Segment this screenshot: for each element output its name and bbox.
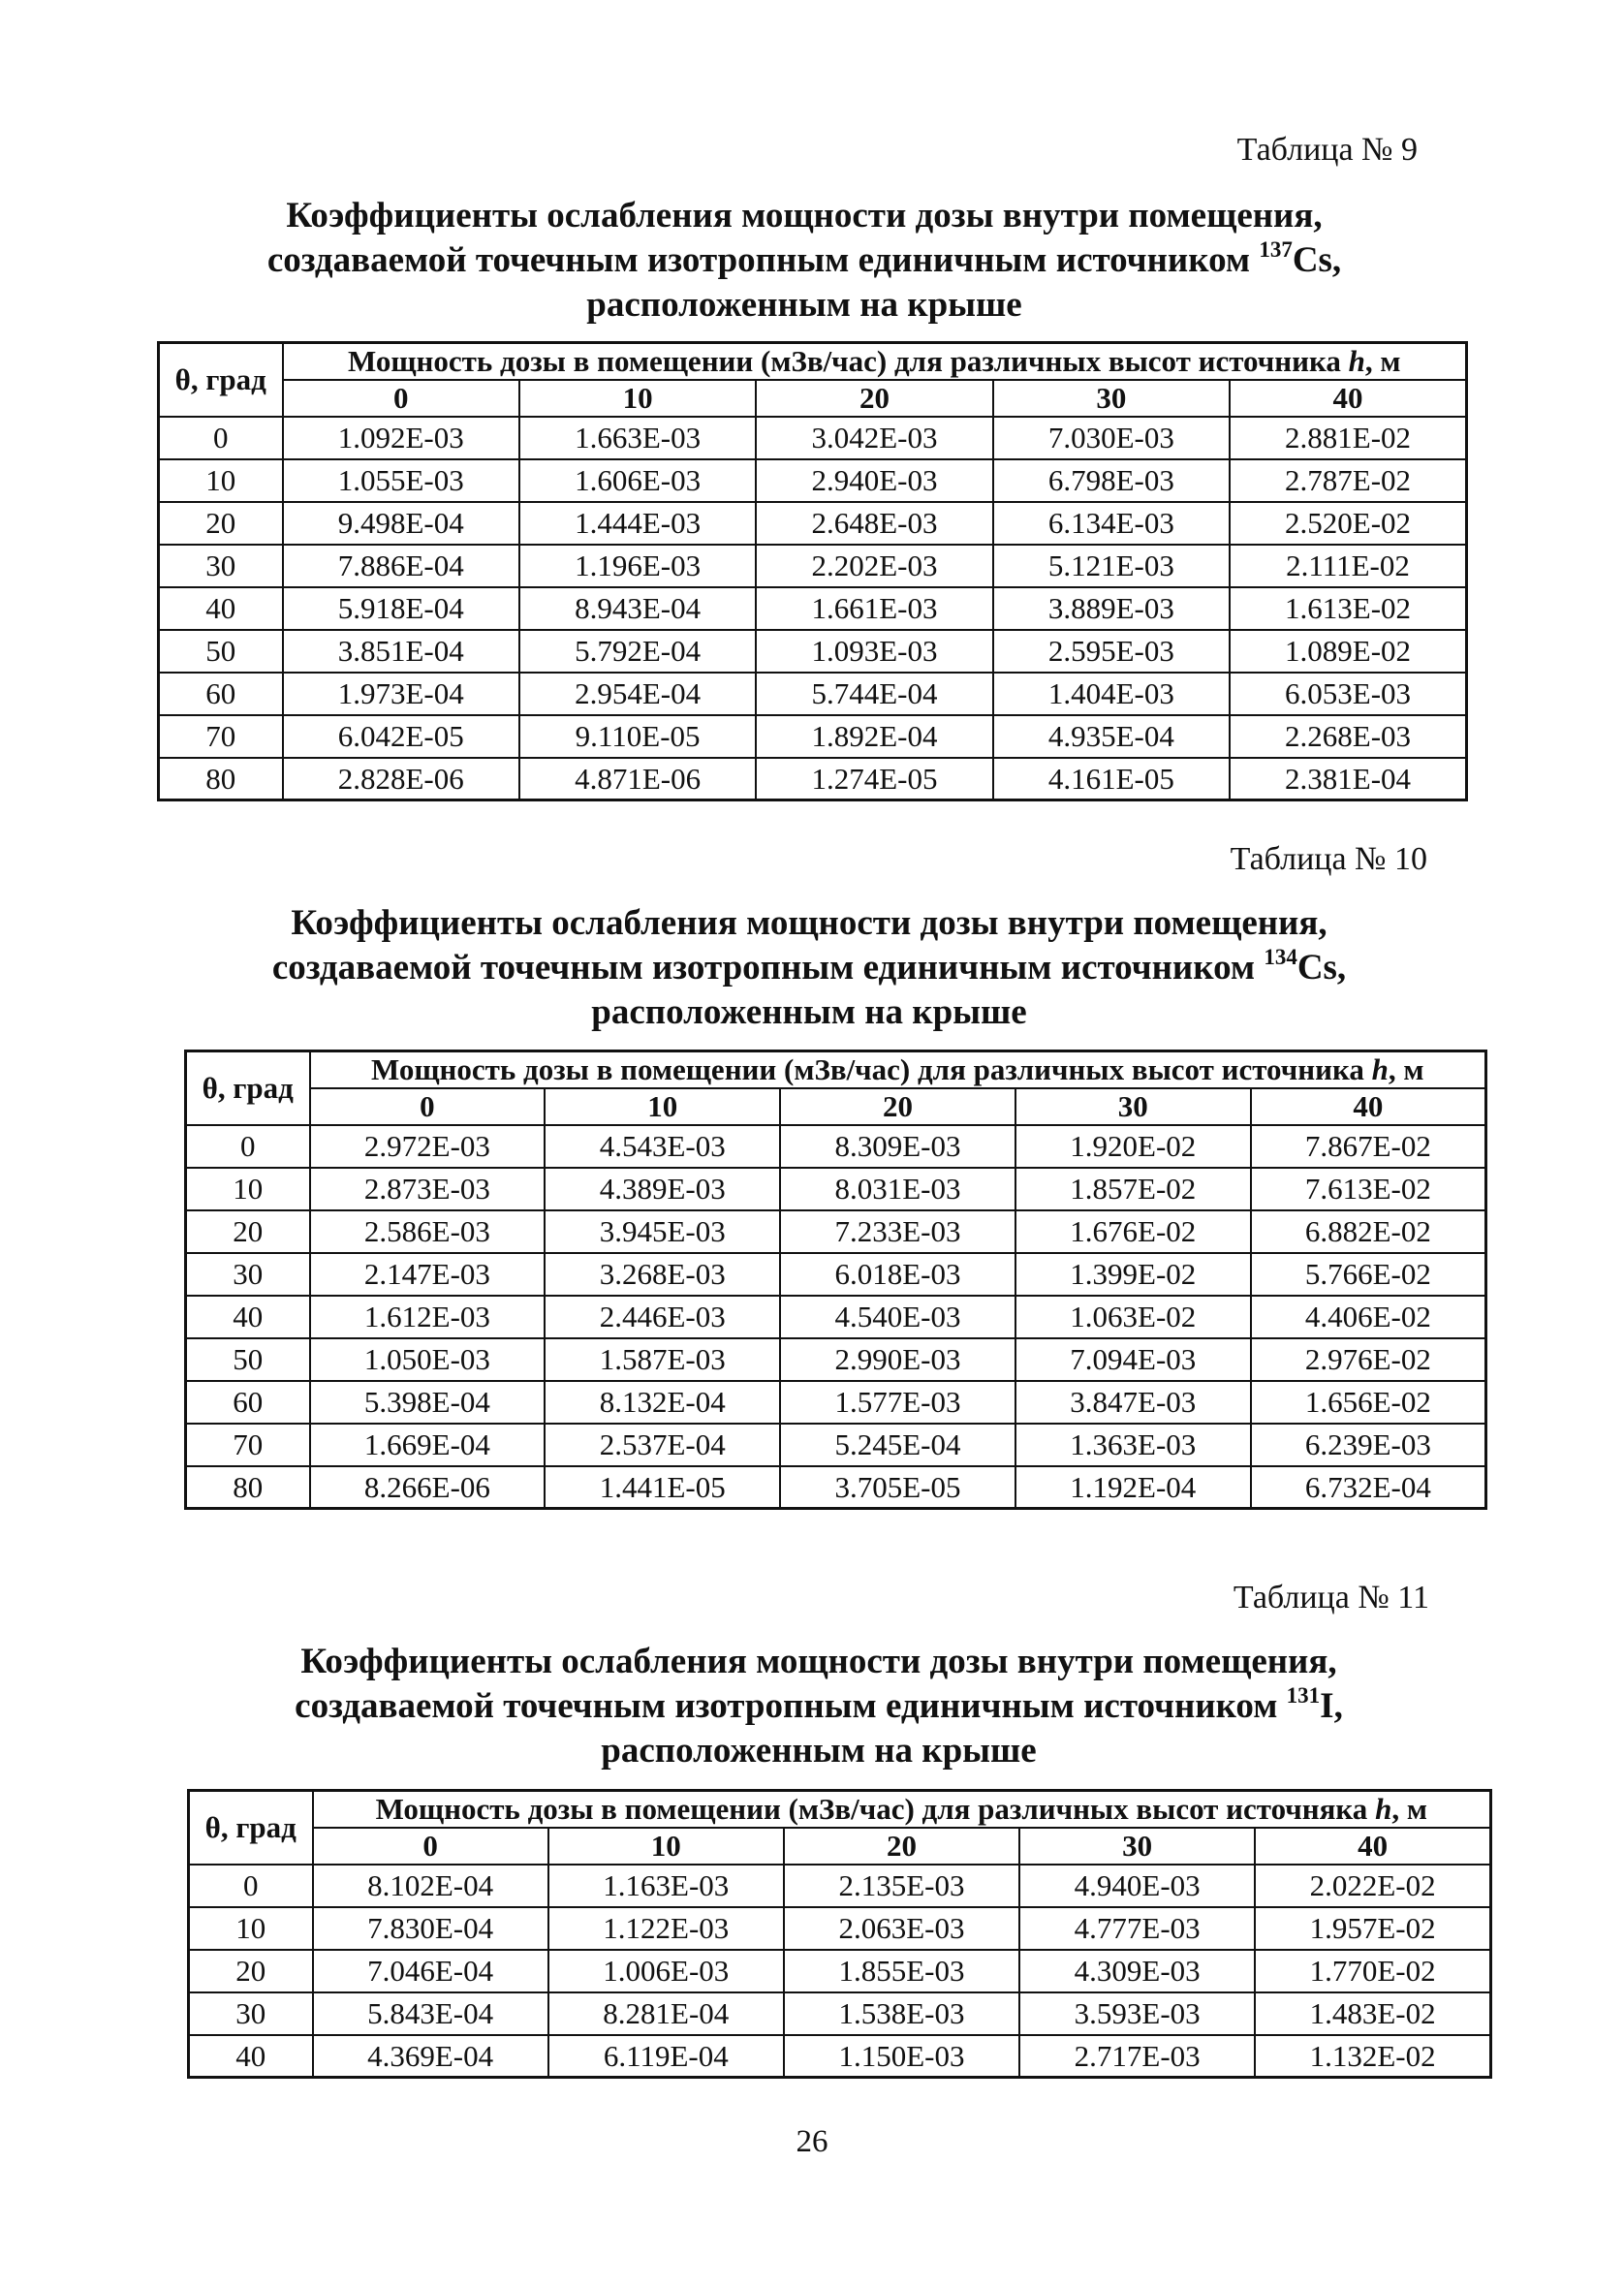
dose-value-cell: 1.444E-03 xyxy=(519,502,756,545)
dose-value-cell: 3.851E-04 xyxy=(283,630,519,673)
dose-value-cell: 4.540E-03 xyxy=(780,1296,1015,1338)
table-9-isotope-mass: 137 xyxy=(1259,237,1293,262)
dose-value-cell: 2.586E-03 xyxy=(310,1210,546,1253)
dose-value-cell: 1.006E-03 xyxy=(548,1950,784,1992)
dose-value-cell: 1.483E-02 xyxy=(1255,1992,1490,2035)
height-column-header: 40 xyxy=(1255,1828,1490,1865)
dose-value-cell: 1.656E-02 xyxy=(1251,1381,1486,1424)
angle-cell: 40 xyxy=(186,1296,310,1338)
angle-cell: 30 xyxy=(159,545,283,587)
dose-value-cell: 4.871E-06 xyxy=(519,758,756,800)
table-row xyxy=(159,459,1467,502)
angle-cell: 10 xyxy=(189,1907,313,1950)
dose-value-cell: 1.577E-03 xyxy=(780,1381,1015,1424)
dose-value-cell: 2.202E-03 xyxy=(756,545,992,587)
table-11-title xyxy=(170,1640,1468,1773)
table-row xyxy=(189,1865,1491,1907)
dose-value-cell: 1.092E-03 xyxy=(283,417,519,459)
height-column-header: 30 xyxy=(1015,1088,1251,1125)
dose-value-cell: 1.669E-04 xyxy=(310,1424,546,1466)
table-11-title-line1: Коэффициенты ослабления мощности дозы внутри помещения, xyxy=(300,1642,1337,1681)
dose-value-cell: 2.954E-04 xyxy=(519,673,756,715)
dose-value-cell: 1.892E-04 xyxy=(756,715,992,758)
dose-value-cell: 5.121E-03 xyxy=(993,545,1230,587)
dose-value-cell: 2.135E-03 xyxy=(784,1865,1019,1907)
dose-value-cell: 9.110E-05 xyxy=(519,715,756,758)
dose-value-cell: 4.940E-03 xyxy=(1019,1865,1255,1907)
dose-value-cell: 1.676E-02 xyxy=(1015,1210,1251,1253)
dose-value-cell: 4.309E-03 xyxy=(1019,1950,1255,1992)
angle-cell: 40 xyxy=(189,2035,313,2078)
angle-cell: 0 xyxy=(189,1865,313,1907)
height-column-header: 0 xyxy=(313,1828,548,1865)
dose-value-cell: 1.363E-03 xyxy=(1015,1424,1251,1466)
dose-value-cell: 2.990E-03 xyxy=(780,1338,1015,1381)
angle-cell: 30 xyxy=(186,1253,310,1296)
dose-value-cell: 2.022E-02 xyxy=(1255,1865,1490,1907)
dose-value-cell: 5.918E-04 xyxy=(283,587,519,630)
dose-value-cell: 6.119E-04 xyxy=(548,2035,784,2078)
dose-value-cell: 3.268E-03 xyxy=(545,1253,780,1296)
table-9 xyxy=(157,341,1468,801)
table-9-title-line2 xyxy=(155,238,1453,283)
table-10-title-line1: Коэффициенты ослабления мощности дозы внутри помещения, xyxy=(291,903,1327,943)
dose-value-cell: 6.018E-03 xyxy=(780,1253,1015,1296)
table-10-number: Таблица № 10 xyxy=(1230,841,1427,877)
dose-value-cell: 2.063E-03 xyxy=(784,1907,1019,1950)
angle-column-header: θ, град xyxy=(186,1051,310,1125)
dose-value-cell: 1.973E-04 xyxy=(283,673,519,715)
angle-cell: 0 xyxy=(186,1125,310,1168)
height-column-header: 10 xyxy=(545,1088,780,1125)
dose-value-cell: 3.945E-03 xyxy=(545,1210,780,1253)
table-10 xyxy=(184,1050,1487,1510)
dose-value-cell: 1.404E-03 xyxy=(993,673,1230,715)
dose-value-cell: 4.543E-03 xyxy=(545,1125,780,1168)
dose-value-cell: 1.613E-02 xyxy=(1230,587,1466,630)
table-9-title xyxy=(155,194,1453,328)
dose-value-cell: 7.094E-03 xyxy=(1015,1338,1251,1381)
height-column-header: 10 xyxy=(548,1828,784,1865)
dose-value-cell: 1.441E-05 xyxy=(545,1466,780,1509)
dose-value-cell: 4.777E-03 xyxy=(1019,1907,1255,1950)
table-row xyxy=(189,1992,1491,2035)
dose-value-cell: 6.882E-02 xyxy=(1251,1210,1486,1253)
dose-value-cell: 6.732E-04 xyxy=(1251,1466,1486,1509)
dose-rate-group-header: Мощность дозы в помещении (мЗв/час) для различных высот источняка h, м xyxy=(313,1791,1491,1828)
dose-value-cell: 5.744E-04 xyxy=(756,673,992,715)
dose-value-cell: 8.943E-04 xyxy=(519,587,756,630)
dose-value-cell: 2.648E-03 xyxy=(756,502,992,545)
dose-value-cell: 6.053E-03 xyxy=(1230,673,1466,715)
dose-value-cell: 1.163E-03 xyxy=(548,1865,784,1907)
table-row xyxy=(159,587,1467,630)
table-11 xyxy=(187,1789,1492,2079)
dose-value-cell: 5.843E-04 xyxy=(313,1992,548,2035)
angle-column-header: θ, град xyxy=(159,343,283,417)
dose-value-cell: 8.102E-04 xyxy=(313,1865,548,1907)
dose-value-cell: 9.498E-04 xyxy=(283,502,519,545)
table-row xyxy=(186,1381,1486,1424)
dose-value-cell: 1.063E-02 xyxy=(1015,1296,1251,1338)
height-column-header: 20 xyxy=(780,1088,1015,1125)
dose-value-cell: 2.976E-02 xyxy=(1251,1338,1486,1381)
height-column-header: 20 xyxy=(756,380,992,417)
dose-value-cell: 4.406E-02 xyxy=(1251,1296,1486,1338)
dose-value-cell: 1.957E-02 xyxy=(1255,1907,1490,1950)
dose-value-cell: 5.766E-02 xyxy=(1251,1253,1486,1296)
dose-value-cell: 2.717E-03 xyxy=(1019,2035,1255,2078)
dose-value-cell: 2.940E-03 xyxy=(756,459,992,502)
angle-cell: 10 xyxy=(159,459,283,502)
table-9-title-line3: расположенным на крыше xyxy=(586,285,1022,325)
dose-value-cell: 1.055E-03 xyxy=(283,459,519,502)
dose-value-cell: 2.537E-04 xyxy=(545,1424,780,1466)
dose-value-cell: 2.828E-06 xyxy=(283,758,519,800)
angle-cell: 20 xyxy=(186,1210,310,1253)
dose-value-cell: 2.881E-02 xyxy=(1230,417,1466,459)
dose-value-cell: 4.389E-03 xyxy=(545,1168,780,1210)
dose-value-cell: 1.122E-03 xyxy=(548,1907,784,1950)
angle-cell: 60 xyxy=(159,673,283,715)
dose-value-cell: 1.857E-02 xyxy=(1015,1168,1251,1210)
dose-value-cell: 8.281E-04 xyxy=(548,1992,784,2035)
height-column-header: 0 xyxy=(283,380,519,417)
dose-value-cell: 1.855E-03 xyxy=(784,1950,1019,1992)
dose-value-cell: 3.705E-05 xyxy=(780,1466,1015,1509)
dose-value-cell: 1.192E-04 xyxy=(1015,1466,1251,1509)
table-10-title-line2 xyxy=(160,946,1458,990)
table-10-isotope-symbol: Cs, xyxy=(1296,948,1347,988)
dose-value-cell: 1.089E-02 xyxy=(1230,630,1466,673)
angle-cell: 80 xyxy=(159,758,283,800)
table-9-number: Таблица № 9 xyxy=(1236,132,1418,168)
dose-value-cell: 7.030E-03 xyxy=(993,417,1230,459)
dose-value-cell: 2.595E-03 xyxy=(993,630,1230,673)
dose-rate-group-header: Мощность дозы в помещении (мЗв/час) для различных высот источника h, м xyxy=(310,1051,1486,1088)
table-11-isotope-mass: 131 xyxy=(1286,1683,1321,1708)
dose-value-cell: 6.239E-03 xyxy=(1251,1424,1486,1466)
dose-value-cell: 8.031E-03 xyxy=(780,1168,1015,1210)
height-column-header: 40 xyxy=(1230,380,1466,417)
dose-value-cell: 1.606E-03 xyxy=(519,459,756,502)
table-10-isotope-mass: 134 xyxy=(1264,945,1297,969)
dose-value-cell: 2.381E-04 xyxy=(1230,758,1466,800)
angle-cell: 30 xyxy=(189,1992,313,2035)
page-number: 26 xyxy=(796,2124,828,2159)
dose-value-cell: 1.920E-02 xyxy=(1015,1125,1251,1168)
height-column-header: 0 xyxy=(310,1088,546,1125)
dose-value-cell: 2.972E-03 xyxy=(310,1125,546,1168)
table-row xyxy=(159,417,1467,459)
dose-value-cell: 5.398E-04 xyxy=(310,1381,546,1424)
table-row xyxy=(186,1210,1486,1253)
dose-value-cell: 2.873E-03 xyxy=(310,1168,546,1210)
table-row xyxy=(189,1907,1491,1950)
dose-value-cell: 1.150E-03 xyxy=(784,2035,1019,2078)
dose-value-cell: 1.770E-02 xyxy=(1255,1950,1490,1992)
dose-value-cell: 1.093E-03 xyxy=(756,630,992,673)
angle-cell: 70 xyxy=(159,715,283,758)
dose-value-cell: 1.663E-03 xyxy=(519,417,756,459)
angle-cell: 50 xyxy=(186,1338,310,1381)
table-11-isotope-symbol: I, xyxy=(1320,1686,1343,1726)
height-column-header: 10 xyxy=(519,380,756,417)
table-row xyxy=(186,1424,1486,1466)
dose-value-cell: 6.798E-03 xyxy=(993,459,1230,502)
dose-value-cell: 4.161E-05 xyxy=(993,758,1230,800)
angle-cell: 70 xyxy=(186,1424,310,1466)
dose-value-cell: 8.132E-04 xyxy=(545,1381,780,1424)
dose-value-cell: 1.050E-03 xyxy=(310,1338,546,1381)
table-row xyxy=(186,1253,1486,1296)
dose-value-cell: 3.042E-03 xyxy=(756,417,992,459)
angle-cell: 0 xyxy=(159,417,283,459)
table-10-title-line2-text: создаваемой точечным изотропным единичным источником xyxy=(271,948,1265,988)
table-row xyxy=(159,630,1467,673)
height-column-header: 30 xyxy=(993,380,1230,417)
dose-value-cell: 4.369E-04 xyxy=(313,2035,548,2078)
angle-cell: 20 xyxy=(159,502,283,545)
table-row xyxy=(159,758,1467,800)
dose-value-cell: 1.274E-05 xyxy=(756,758,992,800)
table-row xyxy=(159,673,1467,715)
dose-value-cell: 7.867E-02 xyxy=(1251,1125,1486,1168)
table-row xyxy=(159,545,1467,587)
table-11-title-line2-text: создаваемой точечным изотропным единичным источником xyxy=(295,1686,1287,1726)
dose-value-cell: 3.593E-03 xyxy=(1019,1992,1255,2035)
angle-cell: 40 xyxy=(159,587,283,630)
dose-value-cell: 1.612E-03 xyxy=(310,1296,546,1338)
table-9-isotope-symbol: Cs, xyxy=(1292,240,1342,280)
table-11-title-line3: расположенным на крыше xyxy=(601,1731,1037,1771)
table-row xyxy=(159,502,1467,545)
dose-value-cell: 7.233E-03 xyxy=(780,1210,1015,1253)
angle-cell: 50 xyxy=(159,630,283,673)
dose-value-cell: 7.046E-04 xyxy=(313,1950,548,1992)
dose-value-cell: 8.266E-06 xyxy=(310,1466,546,1509)
dose-value-cell: 2.446E-03 xyxy=(545,1296,780,1338)
angle-cell: 10 xyxy=(186,1168,310,1210)
table-9-title-line2-text: создаваемой точечным изотропным единичным источником xyxy=(266,240,1260,280)
dose-value-cell: 4.935E-04 xyxy=(993,715,1230,758)
angle-cell: 20 xyxy=(189,1950,313,1992)
angle-cell: 80 xyxy=(186,1466,310,1509)
table-11-title-line2 xyxy=(170,1684,1468,1729)
dose-value-cell: 2.268E-03 xyxy=(1230,715,1466,758)
dose-value-cell: 1.399E-02 xyxy=(1015,1253,1251,1296)
table-row xyxy=(189,2035,1491,2078)
dose-value-cell: 5.245E-04 xyxy=(780,1424,1015,1466)
dose-value-cell: 6.042E-05 xyxy=(283,715,519,758)
dose-value-cell: 3.889E-03 xyxy=(993,587,1230,630)
dose-value-cell: 1.538E-03 xyxy=(784,1992,1019,2035)
table-row xyxy=(186,1338,1486,1381)
dose-value-cell: 5.792E-04 xyxy=(519,630,756,673)
dose-value-cell: 2.787E-02 xyxy=(1230,459,1466,502)
dose-rate-group-header: Мощность дозы в помещении (мЗв/час) для различных высот источника h, м xyxy=(283,343,1467,380)
dose-value-cell: 7.613E-02 xyxy=(1251,1168,1486,1210)
dose-value-cell: 2.147E-03 xyxy=(310,1253,546,1296)
dose-value-cell: 7.886E-04 xyxy=(283,545,519,587)
dose-value-cell: 2.111E-02 xyxy=(1230,545,1466,587)
height-column-header: 30 xyxy=(1019,1828,1255,1865)
table-9-title-line1: Коэффициенты ослабления мощности дозы внутри помещения, xyxy=(286,196,1323,235)
dose-value-cell: 1.132E-02 xyxy=(1255,2035,1490,2078)
dose-value-cell: 7.830E-04 xyxy=(313,1907,548,1950)
dose-value-cell: 1.661E-03 xyxy=(756,587,992,630)
height-column-header: 40 xyxy=(1251,1088,1486,1125)
table-10-title xyxy=(160,901,1458,1035)
dose-value-cell: 6.134E-03 xyxy=(993,502,1230,545)
table-row xyxy=(186,1296,1486,1338)
dose-value-cell: 3.847E-03 xyxy=(1015,1381,1251,1424)
height-column-header: 20 xyxy=(784,1828,1019,1865)
table-row xyxy=(186,1466,1486,1509)
table-row xyxy=(189,1950,1491,1992)
dose-value-cell: 8.309E-03 xyxy=(780,1125,1015,1168)
table-row xyxy=(186,1168,1486,1210)
angle-cell: 60 xyxy=(186,1381,310,1424)
angle-column-header: θ, град xyxy=(189,1791,313,1865)
table-10-title-line3: расположенным на крыше xyxy=(591,992,1027,1032)
table-row xyxy=(186,1125,1486,1168)
dose-value-cell: 1.587E-03 xyxy=(545,1338,780,1381)
dose-value-cell: 1.196E-03 xyxy=(519,545,756,587)
table-row xyxy=(159,715,1467,758)
dose-value-cell: 2.520E-02 xyxy=(1230,502,1466,545)
table-11-number: Таблица № 11 xyxy=(1233,1580,1429,1615)
